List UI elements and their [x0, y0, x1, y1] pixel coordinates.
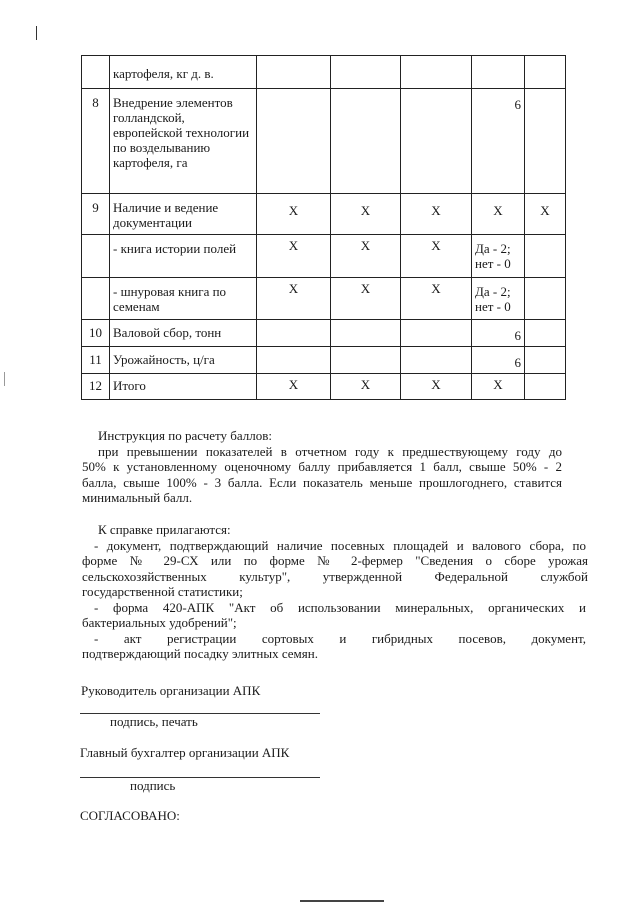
attachment-item: подтверждающий посадку элитных семян. — [82, 646, 318, 661]
cell: X — [401, 374, 472, 400]
row-name: картофеля, кг д. в. — [110, 56, 257, 89]
score-table — [81, 55, 566, 400]
cell — [525, 89, 566, 194]
cell — [401, 89, 472, 194]
cell — [525, 347, 566, 374]
cell — [525, 320, 566, 347]
row-name: Внедрение элементов голландской, европейской технологии по возделыванию картофеля, га — [110, 89, 257, 194]
row-name: Валовой сбор, тонн — [110, 320, 257, 347]
accountant-signature-label: Главный бухгалтер организации АПК — [80, 745, 290, 760]
instructions-text: 50% к установленному оценочному баллу прибавляется 1 балл, свыше 50% - 2 — [82, 459, 562, 474]
row-name: - книга истории полей — [110, 235, 257, 278]
accountant-signature-line — [80, 777, 320, 778]
cell: X — [401, 278, 472, 320]
scan-mark-margin — [4, 372, 5, 386]
row-number — [82, 56, 110, 89]
row-number: 12 — [82, 374, 110, 400]
row-number — [82, 278, 110, 320]
cell: X — [257, 194, 331, 235]
cell — [525, 56, 566, 89]
cell — [257, 320, 331, 347]
cell: X — [401, 194, 472, 235]
cell — [525, 374, 566, 400]
accountant-signature-caption: подпись — [130, 778, 176, 793]
table-row — [82, 89, 566, 194]
cell: 6 — [472, 89, 525, 194]
cell — [331, 89, 401, 194]
cell — [257, 89, 331, 194]
cell — [525, 235, 566, 278]
cell — [401, 320, 472, 347]
row-number: 11 — [82, 347, 110, 374]
cell — [257, 56, 331, 89]
row-number: 10 — [82, 320, 110, 347]
attachment-item: - форма 420-АПК "Акт об использовании минеральных, органических и — [94, 599, 586, 615]
row-name: Итого — [110, 374, 257, 400]
cell: X — [331, 278, 401, 320]
attachment-item: бактериальных удобрений"; — [82, 615, 237, 630]
table-row — [82, 235, 566, 278]
instructions-title: Инструкция по расчету баллов: — [98, 428, 273, 443]
instructions-text: минимальный балл. — [82, 490, 193, 505]
cell: X — [525, 194, 566, 235]
approved-label: СОГЛАСОВАНО: — [80, 808, 180, 823]
attachment-item: государственной статистики; — [82, 584, 243, 599]
instructions-text: балла, свыше 100% - 3 балла. Если показатель меньше прошлогоднего, ставится — [82, 474, 562, 490]
cell — [331, 56, 401, 89]
cell: X — [331, 194, 401, 235]
cell — [331, 320, 401, 347]
attachment-item: форме № 29-СХ или по форме № 2-фермер "Сведения о сборе урожая — [82, 553, 588, 568]
cell: Да - 2; нет - 0 — [472, 278, 525, 320]
table-row — [82, 374, 566, 400]
table-row — [82, 278, 566, 320]
cell: Да - 2; нет - 0 — [472, 235, 525, 278]
cell: X — [401, 235, 472, 278]
cell — [331, 347, 401, 374]
cell: X — [331, 235, 401, 278]
scan-mark-left — [36, 26, 37, 40]
row-number — [82, 235, 110, 278]
cell: X — [257, 278, 331, 320]
instructions-text: при превышении показателей в отчетном году к предшествующему году до — [98, 443, 562, 459]
attachments-title: К справке прилагаются: — [98, 522, 231, 537]
attachment-item: - акт регистрации сортовых и гибридных посевов, документ, — [94, 630, 586, 646]
attachment-item: сельскохозяйственных культур", утвержденной Федеральной службой — [82, 568, 588, 584]
cell — [257, 347, 331, 374]
row-name: Урожайность, ц/га — [110, 347, 257, 374]
head-signature-caption: подпись, печать — [110, 714, 198, 729]
table-row — [82, 347, 566, 374]
cell — [401, 347, 472, 374]
cell: X — [331, 374, 401, 400]
cell: X — [472, 374, 525, 400]
attachments-section — [82, 522, 588, 662]
row-name: Наличие и ведение документации — [110, 194, 257, 235]
table-row — [82, 194, 566, 235]
bottom-scan-mark — [300, 900, 384, 902]
cell: X — [472, 194, 525, 235]
cell: X — [257, 374, 331, 400]
cell — [472, 56, 525, 89]
row-number: 8 — [82, 89, 110, 194]
table-row — [82, 320, 566, 347]
row-number: 9 — [82, 194, 110, 235]
table-row — [82, 56, 566, 89]
cell — [401, 56, 472, 89]
attachment-item: - документ, подтверждающий наличие посевных площадей и валового сбора, по — [94, 537, 586, 553]
row-name: - шнуровая книга по семенам — [110, 278, 257, 320]
head-signature-label: Руководитель организации АПК — [81, 683, 261, 698]
cell: 6 — [472, 347, 525, 374]
cell — [525, 278, 566, 320]
instructions-section — [82, 428, 588, 506]
cell: 6 — [472, 320, 525, 347]
cell: X — [257, 235, 331, 278]
